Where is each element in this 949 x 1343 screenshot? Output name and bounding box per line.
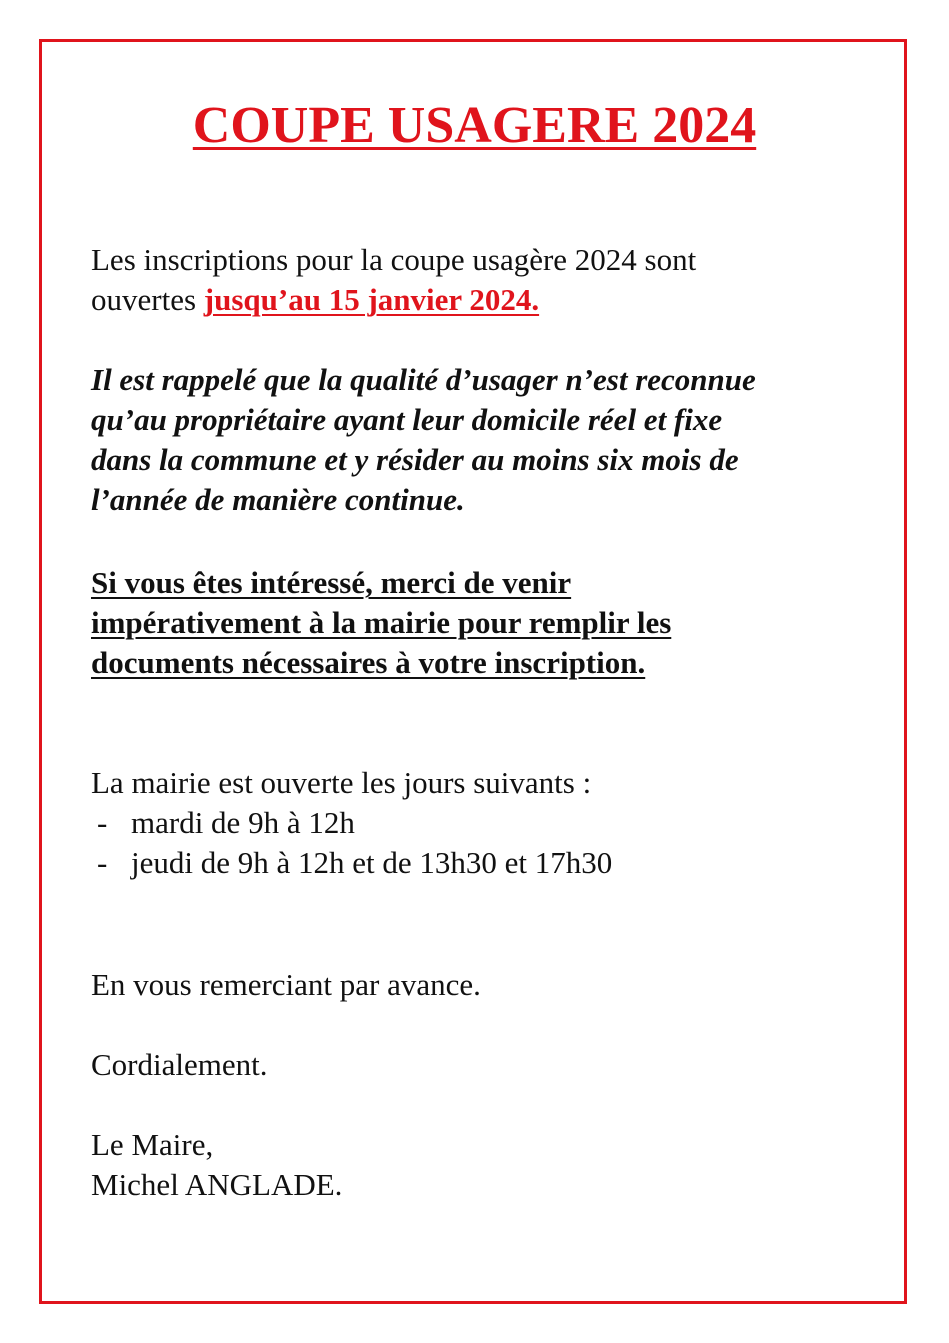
regards-text: Cordialement. — [91, 1047, 268, 1082]
instruction-line: documents nécessaires à votre inscription. — [91, 645, 646, 680]
intro-line-1: Les inscriptions pour la coupe usagère 2024 sont — [91, 242, 697, 277]
deadline-text: jusqu’au 15 janvier 2024. — [203, 282, 540, 317]
thanks-text: En vous remerciant par avance. — [91, 967, 481, 1002]
reminder-paragraph — [91, 360, 881, 520]
intro-line-2: ouvertes jusqu’au 15 janvier 2024. — [91, 282, 540, 317]
page-title: COUPE USAGERE 2024 — [192, 97, 757, 154]
intro-paragraph — [91, 240, 881, 320]
hours-item: - mardi de 9h à 12h — [91, 803, 881, 843]
bullet-dash: - — [97, 845, 108, 880]
signature-name: Michel ANGLADE. — [91, 1167, 343, 1202]
reminder-line: dans la commune et y résider au moins six mois de — [91, 442, 739, 477]
signature — [91, 1125, 881, 1205]
opening-hours — [91, 763, 881, 883]
reminder-line: qu’au propriétaire ayant leur domicile réel et fixe — [91, 402, 723, 437]
instruction-line: impérativement à la mairie pour remplir les — [91, 605, 672, 640]
hours-item: - jeudi de 9h à 12h et de 13h30 et 17h30 — [91, 843, 881, 883]
hours-heading: La mairie est ouverte les jours suivants : — [91, 765, 592, 800]
instruction-line: Si vous êtes intéressé, merci de venir — [91, 565, 572, 600]
bullet-dash: - — [97, 805, 108, 840]
instruction-paragraph — [91, 563, 881, 683]
reminder-line: Il est rappelé que la qualité d’usager n’est reconnue — [91, 362, 756, 397]
signature-title: Le Maire, — [91, 1127, 214, 1162]
reminder-line: l’année de manière continue. — [91, 482, 465, 517]
